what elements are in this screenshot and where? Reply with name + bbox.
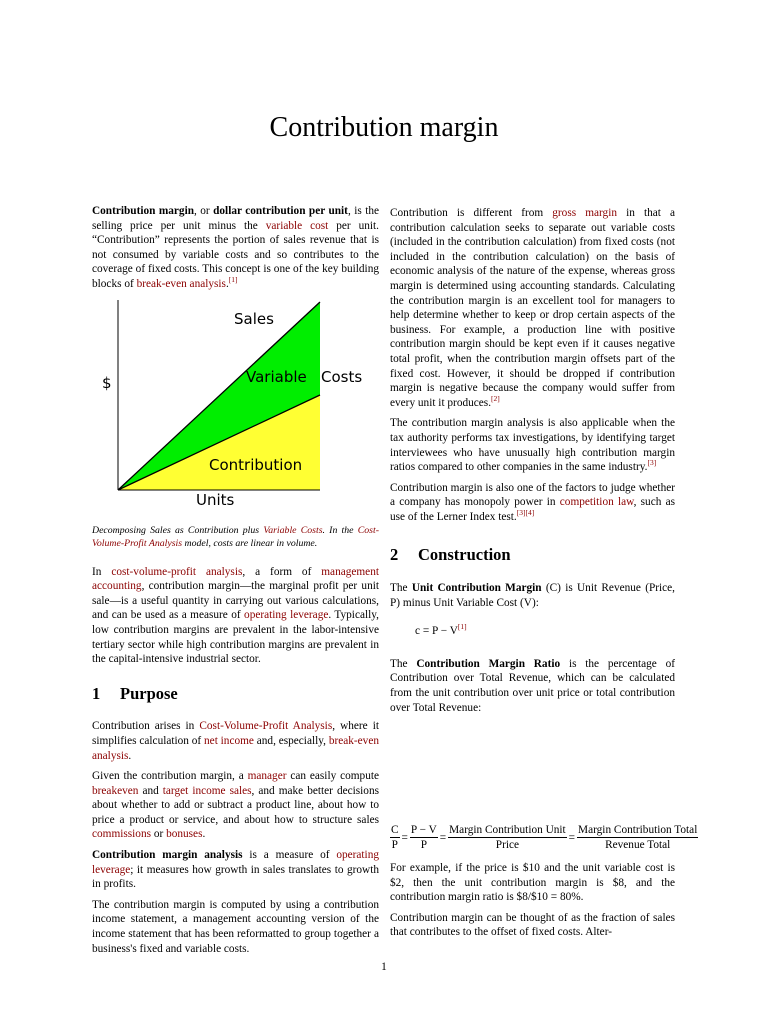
gross-margin-paragraph (390, 206, 675, 410)
term: dollar contribution per unit (213, 205, 348, 217)
numerator: C (391, 824, 399, 836)
numerator: Margin Contribution Total (578, 824, 698, 836)
text: , is the selling price per unit minus the (92, 205, 379, 232)
label-dollar: $ (102, 373, 112, 392)
text: per unit. “Contribution” represents the portion of sales revenue that is not consumed by variable costs and so contributes to the coverage of fixed costs. This concept is one of the key building blocks of (92, 219, 379, 290)
equals-sign: = (439, 831, 447, 844)
right-column-bottom (390, 861, 675, 946)
text: , where it simplifies calculation of (92, 720, 379, 747)
link-variable-costs[interactable]: Variable Costs (263, 524, 323, 536)
figure-caption (92, 524, 379, 551)
contribution-ratio-formula (390, 824, 760, 851)
citation-link[interactable]: [1] (457, 622, 467, 632)
label-units: Units (196, 490, 235, 509)
link-break-even-analysis[interactable]: break-even analysis (136, 277, 226, 290)
link-commissions[interactable]: commissions (92, 828, 151, 841)
text: is the percentage of Contribution over Total Revenue, which can be calculated from the unit contribution over unit price or total contribution over Total Revenue: (390, 657, 676, 714)
link-bonuses[interactable]: bonuses (166, 828, 203, 841)
text: In (92, 565, 112, 578)
citation-link[interactable]: [1] (228, 275, 238, 285)
link-gross-margin[interactable]: gross margin (552, 207, 617, 219)
text: ; it measures how growth in sales translates to growth in profits. (92, 863, 379, 891)
text: can easily compute (286, 770, 380, 783)
left-column (92, 204, 379, 962)
text: Given the contribution margin, a (92, 770, 248, 783)
section-number: 2 (390, 545, 399, 565)
text: Contribution margin can be thought of as the fraction of sales that contributes to the offset of fixed costs. Alter- (390, 911, 675, 939)
purpose-paragraph-2 (92, 769, 379, 842)
denominator: Revenue Total (605, 839, 671, 851)
equals-sign: = (401, 831, 408, 844)
link-operating-leverage[interactable]: operating leverage (244, 609, 329, 622)
purpose-paragraph-4 (92, 898, 379, 956)
numerator: Margin Contribution Unit (449, 824, 566, 836)
section-title: Purpose (120, 683, 178, 703)
text: , contribution margin—the marginal profit per unit sale—is a useful quantity in carrying out various calculations, and can be used as a measure of (92, 580, 379, 622)
text: and (138, 784, 163, 797)
section-heading-construction (390, 545, 675, 565)
denominator: P (420, 839, 427, 851)
text: . In the (322, 524, 358, 536)
term: Contribution Margin Ratio (416, 657, 561, 670)
text: Contribution margin is also one of the factors to judge whether a company has monopoly power in (390, 481, 675, 509)
text: or (151, 828, 167, 841)
text: . Typically, low contribution margins are prevalent in the labor-intensive tertiary sector while high contribution margins are prevalent in the capital-intensive industrial sector. (92, 609, 379, 666)
section-number: 1 (92, 683, 101, 703)
fraction-c-over-p (390, 824, 400, 851)
formula-text: c = P − V (415, 625, 458, 638)
last-paragraph (390, 911, 675, 940)
text: The contribution margin is computed by using a contribution income statement, a management accounting version of the income statement that has been reformatted to group together a business's fixed and variable costs. (92, 898, 379, 955)
link-target-income-sales[interactable]: target income sales (162, 784, 252, 797)
link-manager[interactable]: manager (247, 770, 287, 783)
denominator: P (391, 839, 398, 851)
citation-link[interactable]: [3][4] (516, 508, 535, 518)
link-breakeven[interactable]: breakeven (92, 784, 139, 797)
link-cvp-analysis[interactable]: Cost-Volume-Profit Analysis (92, 524, 379, 550)
label-variable: Variable (246, 367, 307, 386)
text: Contribution arises in (92, 720, 200, 733)
page-number: 1 (381, 961, 387, 973)
term: Contribution margin (92, 205, 194, 217)
text: is a measure of (242, 849, 337, 862)
label-costs: Costs (321, 367, 363, 386)
citation-link[interactable]: [3] (647, 458, 657, 468)
monopoly-paragraph (390, 481, 675, 525)
fraction-total (577, 824, 698, 851)
cvp-paragraph (92, 565, 379, 667)
term: Contribution margin analysis (92, 849, 243, 862)
construction-paragraph-1 (390, 581, 675, 610)
text: The contribution margin analysis is also applicable when the tax authority performs tax investigations, by identifying target interviewees who have unusually high contribution margin ratios compared to other companies in the same industry. (390, 417, 675, 474)
link-competition-law[interactable]: competition law (559, 496, 634, 509)
fraction-p-minus-v (410, 824, 438, 851)
link-net-income[interactable]: net income (204, 734, 254, 747)
example-paragraph (390, 861, 675, 905)
link-management-accounting[interactable]: management accounting (92, 565, 379, 593)
denominator: Price (495, 839, 520, 851)
text: model, costs are linear in volume. (182, 538, 318, 550)
link-cvp-analysis-3[interactable]: Cost-Volume-Profit Analysis (199, 720, 333, 733)
text: (C) is Unit Revenue (Price, P) minus Unit Variable Cost (V): (390, 582, 676, 609)
citation-link[interactable]: [2] (491, 393, 500, 403)
purpose-paragraph-1 (92, 719, 379, 763)
text: , and make better decisions about whether to add or subtract a product line, about how to price a product or service, and about how to structure sales (92, 784, 379, 826)
text: The (390, 582, 412, 595)
purpose-paragraph-3 (92, 848, 379, 892)
section-title: Construction (418, 545, 511, 565)
right-column (390, 206, 675, 721)
text: in that a contribution calculation seeks to separate out variable costs (included in the contribution calculation) from fixed costs (not included in the contribution calculation) on the basis of economic analysis of the nature of the expense, whereas gross margin is determined using accounting standards. Calculating the contribution margin is an excellent tool for managers to help determine whether to keep or drop certain aspects of the business. For example, a production line with positive contribution margin should be kept even if it causes negative total profit, when the contribution margin offsets part of the fixed cost. However, it should be dropped if contribution margin is negative because the company would suffer from every unit it produces. (390, 207, 675, 409)
intro-paragraph (92, 204, 379, 292)
text: Decomposing Sales as Contribution plus (92, 524, 264, 536)
text: . (225, 277, 229, 290)
unit-contribution-formula (415, 624, 675, 639)
text: . (128, 749, 132, 762)
numerator: P − V (410, 824, 437, 836)
text: Contribution is different from (390, 207, 553, 219)
text: , such as use of the Lerner Index test. (390, 496, 676, 523)
link-operating-leverage-2[interactable]: operating leverage (92, 849, 379, 876)
construction-paragraph-2 (390, 657, 675, 715)
text: , a form of (242, 565, 322, 578)
contribution-diagram (92, 300, 379, 512)
page-title: Contribution margin (269, 112, 499, 143)
section-heading-purpose (92, 683, 379, 703)
text: and, especially, (253, 734, 329, 747)
link-variable-cost[interactable]: variable cost (265, 219, 329, 232)
link-break-even-analysis-2[interactable]: break-even analysis (92, 734, 379, 762)
text: . (202, 828, 206, 841)
text: The (390, 657, 417, 670)
text: , or (194, 205, 214, 217)
label-contribution: Contribution (209, 455, 303, 474)
fraction-unit (448, 824, 567, 851)
link-cvp-analysis-2[interactable]: cost-volume-profit analysis (111, 565, 243, 578)
equals-sign: = (568, 831, 576, 844)
term: Unit Contribution Margin (411, 582, 542, 595)
text: For example, if the price is $10 and the unit variable cost is $2, then the unit contribution margin is $8, and the contribution margin ratio is $8/$10 = 80%. (390, 862, 675, 904)
tax-paragraph (390, 416, 675, 474)
label-sales: Sales (234, 309, 274, 328)
